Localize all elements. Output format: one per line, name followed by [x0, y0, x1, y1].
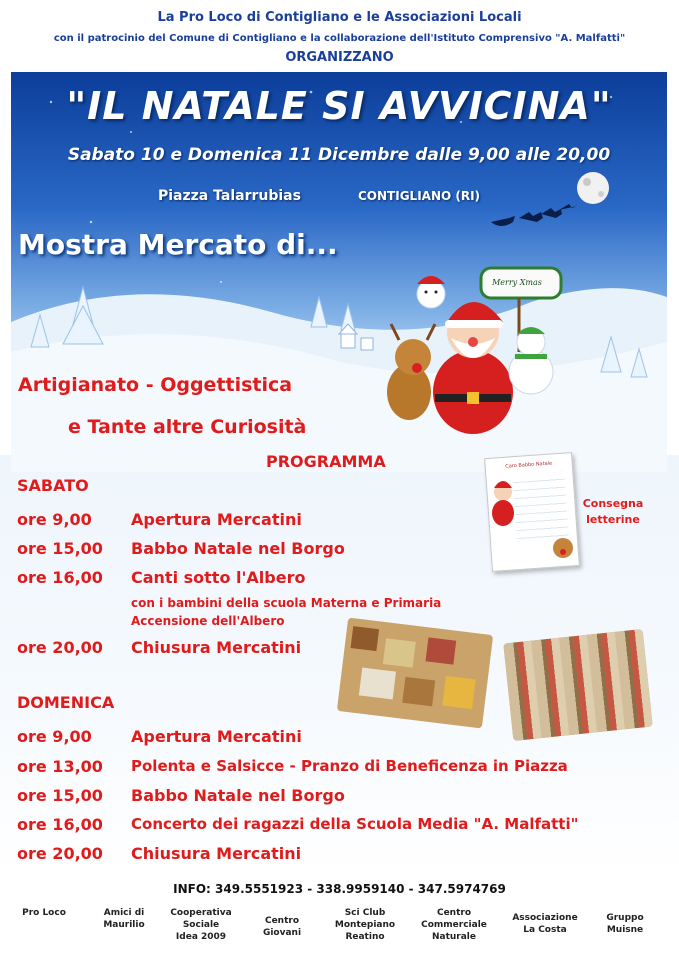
footer-org-1-line1: Pro Loco	[22, 908, 66, 918]
moon-icon	[577, 172, 609, 204]
footer-org-8-line2: Muisne	[606, 925, 644, 935]
sabato-note-2: Accensione dell'Albero	[131, 614, 285, 628]
subtitle-artigianato: Artigianato - Oggettistica	[18, 374, 293, 396]
market-photo-2	[503, 629, 652, 741]
sabato-time-1: ore 9,00	[17, 510, 92, 529]
domenica-desc-3: Babbo Natale nel Borgo	[131, 786, 345, 805]
header-patronage: con il patrocinio del Comune di Contigliano e la collaborazione dell'Istituto Comprensivo "A. Malfatti"	[53, 33, 626, 44]
footer-org-1	[14, 907, 74, 919]
footer-org-2-line1: Amici di	[103, 908, 145, 918]
event-dates: Sabato 10 e Domenica 11 Dicembre dalle 9,00 alle 20,00	[67, 145, 611, 165]
domenica-time-1: ore 9,00	[17, 727, 92, 746]
footer-org-3-line1: Cooperativa	[170, 908, 232, 918]
sabato-time-4: ore 20,00	[17, 638, 103, 657]
market-photo-1	[337, 617, 493, 728]
reindeer-mini-icon	[548, 532, 578, 562]
footer-org-2	[92, 907, 156, 931]
domenica-label: DOMENICA	[17, 693, 115, 712]
programma-heading: PROGRAMMA	[266, 452, 386, 471]
domenica-desc-1: Apertura Mercatini	[131, 727, 302, 746]
header-organizzano: ORGANIZZANO	[285, 50, 394, 65]
sabato-desc-3: Canti sotto l'Albero	[131, 568, 306, 587]
footer-org-3-line2: Sociale	[182, 920, 220, 930]
sabato-desc-2: Babbo Natale nel Borgo	[131, 539, 345, 558]
domenica-time-4: ore 16,00	[17, 815, 103, 834]
mostra-mercato-heading: Mostra Mercato di...	[18, 228, 338, 261]
event-title: "IL NATALE SI AVVICINA"	[66, 84, 612, 128]
event-square: Piazza Talarrubias	[158, 188, 301, 204]
snowman-icon	[417, 276, 445, 308]
footer-org-4	[252, 915, 312, 939]
footer-org-4-line1: Centro	[264, 916, 300, 926]
subtitle-curiosita: e Tante altre Curiosità	[68, 416, 307, 438]
footer-org-7-line2: La Costa	[523, 925, 567, 935]
footer-org-8	[596, 912, 654, 936]
footer-org-6-line1: Centro	[436, 908, 472, 918]
winter-scene-illustration	[11, 72, 667, 472]
footer-org-5-line3: Reatino	[345, 932, 385, 942]
sabato-time-3: ore 16,00	[17, 568, 103, 587]
footer-org-7	[506, 912, 584, 936]
letter-heading: Caro Babbo Natale	[505, 460, 553, 470]
domenica-desc-4: Concerto dei ragazzi della Scuola Media "A. Malfatti"	[131, 815, 579, 833]
domenica-time-2: ore 13,00	[17, 757, 103, 776]
sign-text: Merry Xmas	[492, 278, 542, 287]
domenica-desc-2: Polenta e Salsicce - Pranzo di Beneficenza in Piazza	[131, 757, 568, 775]
footer-org-5-line2: Montepiano	[334, 920, 396, 930]
sabato-time-2: ore 15,00	[17, 539, 103, 558]
santa-mini-icon	[488, 478, 518, 528]
footer-org-7-line1: Associazione	[512, 913, 578, 923]
sabato-label: SABATO	[17, 476, 89, 495]
letter-caption-line2: letterine	[586, 513, 640, 526]
domenica-time-5: ore 20,00	[17, 844, 103, 863]
header-organizers: La Pro Loco di Contigliano e le Associazioni Locali	[157, 10, 522, 25]
footer-org-5-line1: Sci Club	[344, 908, 386, 918]
sabato-note-1: con i bambini della scuola Materna e Primaria	[131, 596, 442, 610]
footer-org-3	[166, 907, 236, 943]
letter-caption	[578, 496, 648, 528]
footer-org-3-line3: Idea 2009	[175, 932, 227, 942]
footer-org-8-line1: Gruppo	[606, 913, 644, 923]
domenica-desc-5: Chiusura Mercatini	[131, 844, 302, 863]
info-phones: INFO: 349.5551923 - 338.9959140 - 347.5974769	[173, 882, 506, 896]
santa-claus-icon	[433, 302, 513, 434]
footer-org-5	[328, 907, 402, 943]
event-town: CONTIGLIANO (RI)	[358, 189, 481, 203]
sabato-desc-1: Apertura Mercatini	[131, 510, 302, 529]
footer-org-2-line2: Maurilio	[103, 920, 145, 930]
footer-org-6-line2: Commerciale	[421, 920, 487, 930]
domenica-time-3: ore 15,00	[17, 786, 103, 805]
reindeer-sleigh-icon	[491, 204, 577, 226]
sabato-desc-4: Chiusura Mercatini	[131, 638, 302, 657]
footer-org-4-line2: Giovani	[262, 928, 302, 938]
footer-org-6-line3: Naturale	[431, 932, 476, 942]
footer-org-6	[414, 907, 494, 943]
letter-caption-line1: Consegna	[582, 497, 644, 510]
